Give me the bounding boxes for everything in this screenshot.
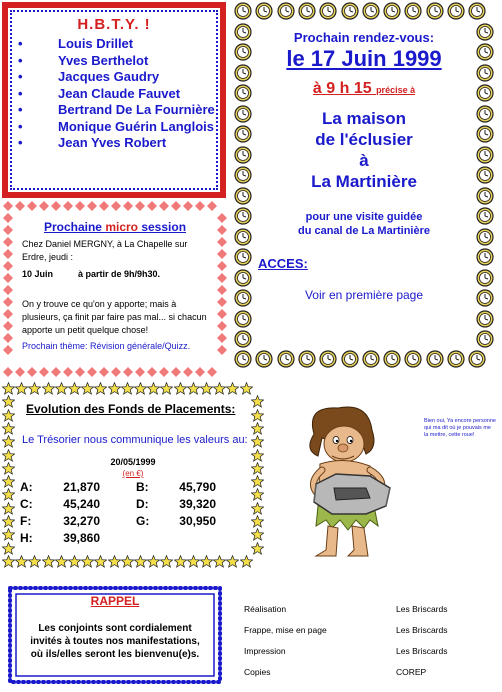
clock-icon [476, 330, 494, 348]
star-icon [108, 555, 121, 568]
rappel-title: RAPPEL [90, 594, 140, 608]
star-icon [68, 555, 81, 568]
micro-title-pre: Prochaine [43, 220, 106, 234]
diamond-mark [217, 345, 227, 355]
star-icon [28, 382, 41, 395]
clock-icon [234, 269, 252, 287]
star-icon [68, 382, 81, 395]
fund-value: 45,790 [179, 479, 216, 494]
hbty-box [2, 2, 226, 198]
star-icon [226, 382, 239, 395]
clock-icon [468, 2, 486, 20]
fund-value: 30,950 [179, 513, 216, 528]
acces-label: ACCES: [258, 256, 308, 271]
fund-value: 21,870 [63, 479, 100, 494]
fund-value: 39,860 [63, 530, 100, 545]
member-item: • Jean Claude Fauvet [18, 86, 215, 103]
star-icon [81, 555, 94, 568]
diamond-mark [51, 201, 61, 211]
diamond-mark [63, 201, 73, 211]
star-icon [15, 382, 28, 395]
rdv-time-value: à 9 h 15 [312, 80, 372, 97]
diamond-mark [87, 201, 97, 211]
diamond-mark [217, 273, 227, 283]
fund-label: G: [136, 513, 150, 528]
clock-icon [319, 350, 337, 368]
fund-value: 39,320 [179, 496, 216, 511]
star-icon [2, 382, 15, 395]
credit-row [244, 667, 500, 688]
star-icon [174, 382, 187, 395]
micro-description: On y trouve ce qu'on y apporte; mais à plusieurs, ça finit par faire pas mal... si chacun apporte un petit quelque chose! [22, 299, 207, 335]
diamond-mark [217, 285, 227, 295]
clock-icon [341, 2, 359, 20]
star-icon [15, 555, 28, 568]
diamond-mark [147, 201, 157, 211]
micro-session-title [2, 220, 228, 234]
member-item: • Jacques Gaudry [18, 69, 215, 86]
rdv-place-line: à [359, 151, 369, 170]
diamond-mark [99, 367, 109, 377]
funds-unit: (en €) [122, 469, 144, 478]
diamond-mark [217, 261, 227, 271]
clock-icon [383, 2, 401, 20]
diamond-mark [51, 367, 61, 377]
clock-icon [426, 2, 444, 20]
diamond-mark [3, 273, 13, 283]
diamond-mark [207, 201, 217, 211]
star-icon [94, 382, 107, 395]
rdv-place-line: La maison [321, 109, 407, 128]
diamond-mark [39, 201, 49, 211]
diamond-mark [99, 201, 109, 211]
diamond-mark [15, 201, 25, 211]
star-icon [174, 555, 187, 568]
funds-intro: Le Trésorier nous communique les valeurs au: [22, 434, 248, 446]
rdv-visit [232, 210, 496, 238]
diamond-mark [3, 261, 13, 271]
star-icon [2, 555, 15, 568]
clock-icon [234, 248, 252, 266]
diamond-mark [3, 333, 13, 343]
star-icon [42, 382, 55, 395]
micro-date-line [22, 268, 212, 281]
diamond-mark [39, 367, 49, 377]
star-icon [251, 542, 264, 555]
star-icon [2, 395, 15, 408]
star-icon [251, 395, 264, 408]
star-icon [55, 382, 68, 395]
clock-icon [255, 2, 273, 20]
fund-label: B: [136, 479, 149, 494]
fund-label: H: [20, 530, 33, 545]
table-row [20, 512, 252, 529]
star-icon [108, 382, 121, 395]
diamond-mark [3, 367, 13, 377]
diamond-mark [111, 201, 121, 211]
diamond-mark [15, 367, 25, 377]
clock-icon [362, 2, 380, 20]
credit-role: Frappe, mise en page [244, 625, 327, 635]
diamond-mark [27, 367, 37, 377]
star-icon [213, 555, 226, 568]
fund-value: 45,240 [63, 496, 100, 511]
clock-icon [476, 269, 494, 287]
rdv-place-line: La Martinière [311, 172, 417, 191]
diamond-mark [75, 367, 85, 377]
star-icon [81, 382, 94, 395]
clock-icon [383, 350, 401, 368]
caveman-illustration [286, 404, 420, 560]
fund-label: A: [20, 479, 33, 494]
fund-label: C: [20, 496, 33, 511]
funds-title: Evolution des Fonds de Placements: [26, 402, 236, 416]
table-row [20, 529, 252, 546]
diamond-mark [3, 309, 13, 319]
diamond-mark [217, 249, 227, 259]
micro-time: à partir de 9h/9h30. [78, 269, 161, 279]
clock-icon [298, 350, 316, 368]
clock-icon [234, 330, 252, 348]
caveman-speech: Bien oui, Ya encore personne qui ma dit où je pouvais me la mettre, cette roue! [424, 418, 496, 438]
diamond-mark [3, 321, 13, 331]
table-row [20, 495, 252, 512]
diamond-mark [147, 367, 157, 377]
clock-icon [298, 2, 316, 20]
diamond-mark [3, 297, 13, 307]
credit-who: Les Briscards [396, 646, 448, 656]
member-item: • Yves Berthelot [18, 53, 215, 70]
rdv-time [232, 80, 496, 98]
clock-icon [476, 310, 494, 328]
star-icon [160, 382, 173, 395]
credit-who: COREP [396, 667, 427, 677]
member-item: • Louis Drillet [18, 36, 215, 53]
star-icon [2, 435, 15, 448]
star-icon [42, 555, 55, 568]
clock-icon [319, 2, 337, 20]
diamond-mark [75, 201, 85, 211]
member-item: • Monique Guérin Langlois [18, 119, 215, 136]
clock-icon [234, 350, 252, 368]
acces-text: Voir en première page [304, 288, 424, 302]
clock-icon [362, 350, 380, 368]
rdv-time-note: précise à [376, 85, 416, 95]
member-item: • Bertrand De La Fournière [18, 102, 215, 119]
credit-row [244, 646, 500, 667]
rdv-date: le 17 Juin 1999 [286, 46, 442, 71]
clock-icon [277, 2, 295, 20]
credit-who: Les Briscards [396, 625, 448, 635]
micro-date: 10 Juin [22, 269, 54, 279]
star-icon [147, 555, 160, 568]
diamond-mark [3, 345, 13, 355]
star-icon [28, 555, 41, 568]
rdv-visit-line: pour une visite guidée [305, 211, 423, 223]
rdv-place [232, 108, 496, 192]
credits [244, 604, 500, 688]
star-icon [213, 382, 226, 395]
diamond-mark [27, 201, 37, 211]
star-icon [2, 409, 15, 422]
clock-icon [234, 2, 252, 20]
diamond-mark [159, 367, 169, 377]
diamond-mark [183, 201, 193, 211]
diamond-mark [3, 201, 13, 211]
diamond-mark [171, 367, 181, 377]
funds-table [20, 478, 252, 546]
clock-icon [476, 248, 494, 266]
clock-icon [277, 350, 295, 368]
diamond-mark [3, 237, 13, 247]
star-icon [251, 422, 264, 435]
star-icon [251, 515, 264, 528]
star-icon [2, 542, 15, 555]
diamond-mark [87, 367, 97, 377]
credit-row [244, 625, 500, 646]
member-item: • Jean Yves Robert [18, 135, 215, 152]
star-icon [187, 382, 200, 395]
star-icon [251, 528, 264, 541]
clock-icon [255, 350, 273, 368]
rdv-title: Prochain rendez-vous: [293, 30, 435, 45]
star-icon [2, 422, 15, 435]
diamond-mark [217, 237, 227, 247]
credit-role: Réalisation [244, 604, 287, 614]
diamond-mark [135, 201, 145, 211]
diamond-mark [217, 333, 227, 343]
fund-label: F: [20, 513, 32, 528]
star-icon [134, 382, 147, 395]
diamond-mark [217, 297, 227, 307]
clock-icon [447, 350, 465, 368]
star-icon [2, 528, 15, 541]
clock-icon [447, 2, 465, 20]
funds-box [2, 382, 264, 568]
star-icon [187, 555, 200, 568]
clock-icon [404, 2, 422, 20]
diamond-mark [171, 201, 181, 211]
clock-icon [468, 350, 486, 368]
star-icon [226, 555, 239, 568]
star-icon [121, 382, 134, 395]
micro-title-post: session [138, 220, 187, 234]
diamond-mark [135, 367, 145, 377]
star-icon [160, 555, 173, 568]
diamond-mark [159, 201, 169, 211]
fund-value: 32,270 [63, 513, 100, 528]
star-icon [251, 435, 264, 448]
credit-who: Les Briscards [396, 604, 448, 614]
star-icon [240, 555, 253, 568]
member-list [18, 36, 215, 152]
rappel-box [2, 580, 228, 690]
diamond-mark [195, 201, 205, 211]
clock-icon [341, 350, 359, 368]
rappel-text: Les conjoints sont cordialement invités à toutes nos manifestations, où ils/elles seront les bienvenu(e)s. [30, 623, 200, 660]
star-icon [251, 409, 264, 422]
diamond-mark [111, 367, 121, 377]
star-icon [134, 555, 147, 568]
fund-label [136, 529, 158, 546]
star-icon [240, 382, 253, 395]
star-icon [2, 502, 15, 515]
credit-row [244, 604, 500, 625]
diamond-mark [123, 367, 133, 377]
funds-date: 20/05/1999 [110, 457, 156, 467]
star-icon [147, 382, 160, 395]
clock-icon [234, 310, 252, 328]
star-icon [121, 555, 134, 568]
diamond-mark [207, 367, 217, 377]
credit-role: Copies [244, 667, 271, 677]
hbty-title: H.B.T.Y. ! [77, 16, 151, 33]
diamond-mark [195, 367, 205, 377]
rdv-place-line: de l'éclusier [315, 130, 413, 149]
credit-role: Impression [244, 646, 286, 656]
star-icon [94, 555, 107, 568]
diamond-mark [3, 285, 13, 295]
star-icon [2, 515, 15, 528]
rendezvous-box [232, 0, 496, 370]
diamond-mark [217, 321, 227, 331]
star-icon [2, 488, 15, 501]
star-icon [251, 488, 264, 501]
fund-value [158, 529, 252, 546]
star-icon [200, 382, 213, 395]
diamond-mark [123, 201, 133, 211]
rdv-visit-line: du canal de La Martinière [297, 225, 431, 237]
diamond-mark [3, 249, 13, 259]
diamond-mark [183, 367, 193, 377]
diamond-mark [217, 309, 227, 319]
clock-icon [404, 350, 422, 368]
diamond-mark [63, 367, 73, 377]
table-row [20, 478, 252, 495]
star-icon [55, 555, 68, 568]
clock-icon [426, 350, 444, 368]
micro-theme: Prochain thème: Révision générale/Quizz. [22, 341, 191, 351]
micro-title-red: micro [105, 220, 138, 234]
star-icon [251, 502, 264, 515]
star-icon [200, 555, 213, 568]
fund-label: D: [136, 496, 149, 511]
micro-session-box [2, 200, 228, 378]
micro-location: Chez Daniel MERGNY, à La Chapelle sur Erdre, jeudi : [22, 239, 188, 262]
